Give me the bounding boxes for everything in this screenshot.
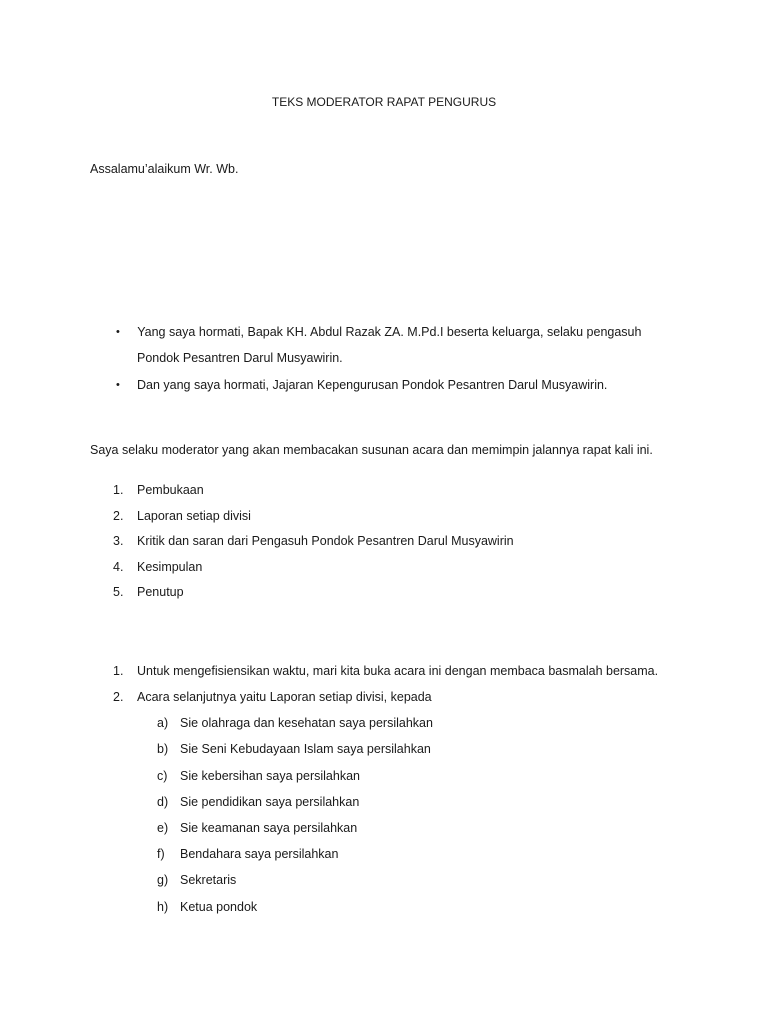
list-letter: b): [157, 742, 169, 756]
list-text: Sie kebersihan saya persilahkan: [180, 769, 360, 783]
list-text: Acara selanjutnya yaitu Laporan setiap divisi, kepada: [137, 690, 432, 704]
list-number: 2.: [113, 509, 124, 523]
list-letter: a): [157, 716, 169, 730]
list-letter: g): [157, 873, 169, 887]
list-number: 1.: [113, 664, 124, 678]
list-text: Laporan setiap divisi: [137, 509, 251, 523]
list-text: Sekretaris: [180, 873, 237, 887]
document-title: TEKS MODERATOR RAPAT PENGURUS: [271, 95, 497, 109]
list-text: Sie olahraga dan kesehatan saya persilahkan: [180, 716, 433, 730]
salutation-line: Dan yang saya hormati, Jajaran Kepengurusan Pondok Pesantren Darul Musyawirin.: [137, 378, 608, 392]
list-text: Penutup: [137, 585, 184, 599]
list-text: Bendahara saya persilahkan: [180, 847, 339, 861]
list-text: Kritik dan saran dari Pengasuh Pondok Pesantren Darul Musyawirin: [137, 534, 514, 548]
list-number: 1.: [113, 483, 124, 497]
list-text: Kesimpulan: [137, 560, 203, 574]
list-text: Ketua pondok: [180, 900, 258, 914]
salutation-line: Yang saya hormati, Bapak KH. Abdul Razak ZA. M.Pd.I beserta keluarga, selaku pengasuh: [134, 325, 642, 339]
greeting: Assalamu’alaikum Wr. Wb.: [90, 162, 239, 176]
list-letter: e): [157, 821, 169, 835]
list-text: Sie Seni Kebudayaan Islam saya persilahkan: [180, 742, 431, 756]
list-letter: d): [157, 795, 169, 809]
list-text: Pembukaan: [137, 483, 204, 497]
list-text: Sie keamanan saya persilahkan: [180, 821, 358, 835]
list-text: Sie pendidikan saya persilahkan: [180, 795, 360, 809]
list-text: Untuk mengefisiensikan waktu, mari kita buka acara ini dengan membaca basmalah bersama.: [137, 664, 659, 678]
list-number: 5.: [113, 585, 124, 599]
list-number: 2.: [113, 690, 124, 704]
salutation-line: Pondok Pesantren Darul Musyawirin.: [137, 351, 343, 365]
list-letter: f): [157, 847, 165, 861]
intro-paragraph: Saya selaku moderator yang akan membacakan susunan acara dan memimpin jalannya rapat kali ini.: [90, 443, 653, 457]
list-letter: c): [157, 769, 168, 783]
list-number: 4.: [113, 560, 124, 574]
list-number: 3.: [113, 534, 124, 548]
bullet-icon: •: [116, 379, 120, 391]
bullet-icon: •: [116, 326, 120, 338]
list-letter: h): [157, 900, 169, 914]
